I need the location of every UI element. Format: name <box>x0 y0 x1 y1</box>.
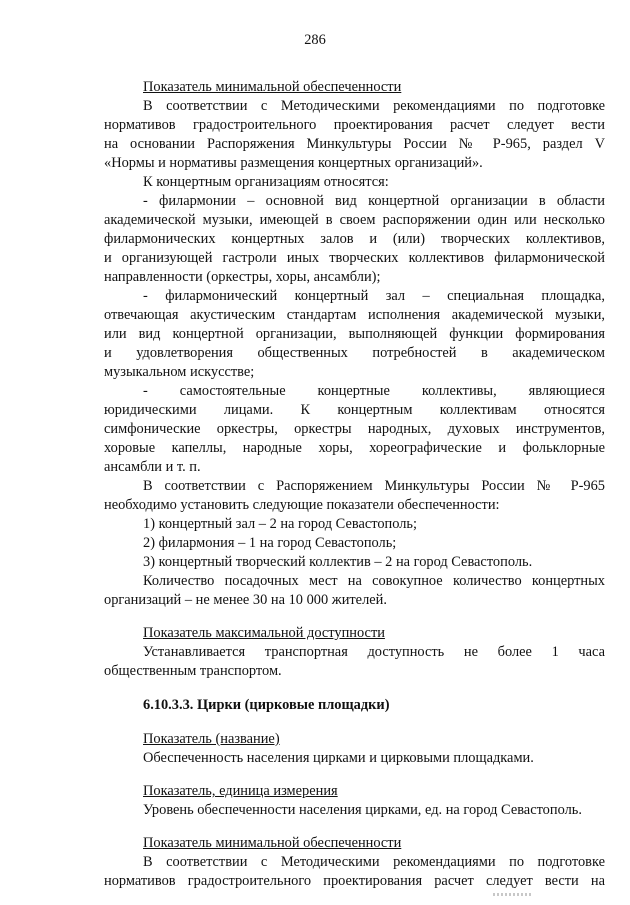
text-line: - самостоятельные концертные коллективы, являющиеся <box>143 383 605 399</box>
heading-max-accessibility: Показатель максимальной доступности <box>143 625 385 641</box>
text-line: академической музыки, имеющей в своем распоряжении один или несколько <box>104 212 605 228</box>
heading-unit: Показатель, единица измерения <box>143 783 338 799</box>
text-line: и организующей гастроли иных творческих коллективов филармонической <box>104 250 605 266</box>
heading-min-provision: Показатель минимальной обеспеченности <box>143 79 402 95</box>
text-line: на основании Распоряжения Минкультуры России № Р-965, раздел V <box>104 136 605 152</box>
text-line: ансамбли и т. п. <box>104 459 201 475</box>
text-line: или вид концертной организации, выполняющей функции формирования <box>104 326 605 342</box>
text-line: - филармонии – основной вид концертной организации в области <box>143 193 605 209</box>
text-line: филармонических концертных залов и (или) творческих коллективов, <box>104 231 605 247</box>
text-line: Устанавливается транспортная доступность не более 1 часа <box>143 644 605 660</box>
list-item: 3) концертный творческий коллектив – 2 на город Севастополь. <box>143 554 533 570</box>
text-line: Обеспеченность населения цирками и цирковыми площадками. <box>143 750 534 766</box>
list-item: 1) концертный зал – 2 на город Севастополь; <box>143 516 417 532</box>
text-line: В соответствии с Распоряжением Минкультуры России № Р-965 <box>143 478 605 494</box>
text-line: Уровень обеспеченности населения цирками, ед. на город Севастополь. <box>143 802 582 818</box>
text-line: В соответствии с Методическими рекомендациями по подготовке <box>143 98 605 114</box>
text-line: «Нормы и нормативы размещения концертных организаций». <box>104 155 483 171</box>
heading-indicator-name: Показатель (название) <box>143 731 280 747</box>
text-line: необходимо установить следующие показатели обеспеченности: <box>104 497 500 513</box>
text-line: юридическими лицами. К концертным коллективам относятся <box>104 402 605 418</box>
text-line: общественным транспортом. <box>104 663 282 679</box>
scan-artifact <box>493 893 531 896</box>
text-line: хоровые капеллы, народные хоры, хореографические и фольклорные <box>104 440 605 456</box>
text-line: направленности (оркестры, хоры, ансамбли); <box>104 269 381 285</box>
list-item: 2) филармония – 1 на город Севастополь; <box>143 535 397 551</box>
text-line: К концертным организациям относятся: <box>143 174 389 190</box>
text-line: - филармонический концертный зал – специальная площадка, <box>143 288 605 304</box>
text-line: отвечающая акустическим стандартам исполнения академической музыки, <box>104 307 605 323</box>
text-line: музыкальном искусстве; <box>104 364 255 380</box>
text-line: В соответствии с Методическими рекомендациями по подготовке <box>143 854 605 870</box>
text-line: нормативов градостроительного проектирования расчет следует вести на <box>104 873 605 889</box>
section-heading: 6.10.3.3. Цирки (цирковые площадки) <box>143 697 390 713</box>
text-line: организаций – не менее 30 на 10 000 жителей. <box>104 592 387 608</box>
text-line: Количество посадочных мест на совокупное количество концертных <box>143 573 605 589</box>
text-line: нормативов градостроительного проектирования расчет следует вести <box>104 117 605 133</box>
text-line: симфонические оркестры, оркестры народных, духовых инструментов, <box>104 421 605 437</box>
page-number: 286 <box>304 32 326 48</box>
heading-min-provision-2: Показатель минимальной обеспеченности <box>143 835 402 851</box>
text-line: и удовлетворения общественных потребностей в академическом <box>104 345 605 361</box>
